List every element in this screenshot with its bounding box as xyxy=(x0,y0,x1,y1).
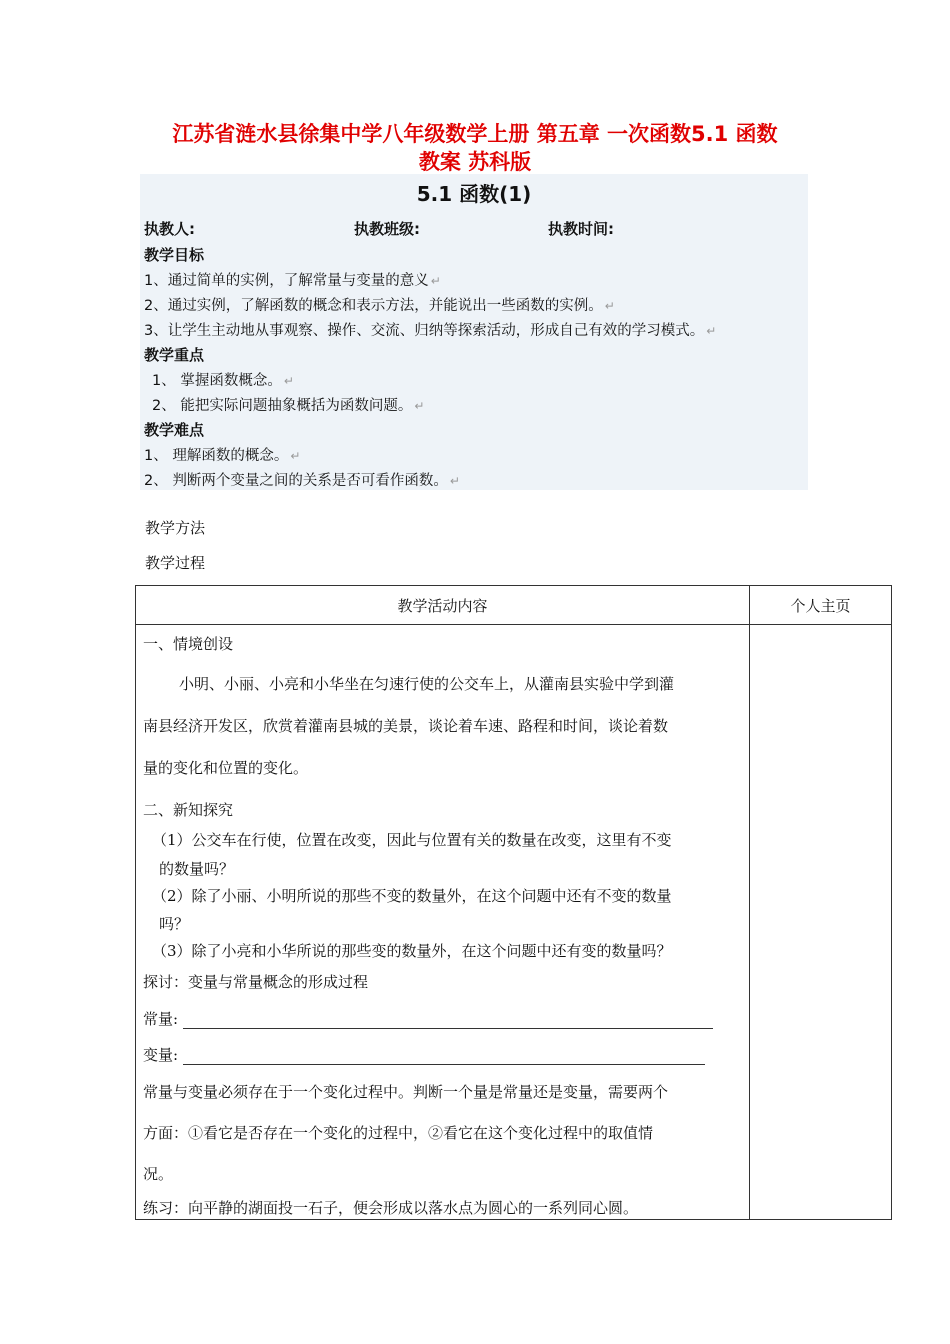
constant-answer-blank[interactable] xyxy=(183,1012,713,1029)
goal-item: 1、通过简单的实例，了解常量与变量的意义 ↵ xyxy=(144,273,441,289)
activity-column-header: 教学活动内容 xyxy=(136,586,750,625)
question-line: 的数量吗？ xyxy=(159,860,235,878)
variable-fill-line xyxy=(143,1044,705,1065)
time-label: 执教时间: xyxy=(548,220,614,238)
section-heading: 一、情境创设 xyxy=(143,635,234,653)
teaching-method-label: 教学方法 xyxy=(145,519,206,537)
section-heading: 二、新知探究 xyxy=(143,801,234,819)
question-line: （2）除了小丽、小明所说的那些不变的数量外，在这个问题中还有不变的数量 xyxy=(152,887,672,905)
scene-paragraph-line: 小明、小丽、小亮和小华坐在匀速行使的公交车上，从灌南县实验中学到灌 xyxy=(179,675,675,693)
scene-paragraph-line: 量的变化和位置的变化。 xyxy=(143,759,309,777)
exercise-line: 练习：向平静的湖面投一石子，便会形成以落水点为圆心的一系列同心圆。 xyxy=(143,1199,639,1217)
key-point-item: 1、 掌握函数概念。 ↵ xyxy=(152,373,294,389)
key-point-item: 2、 能把实际问题抽象概括为函数问题。 ↵ xyxy=(152,398,425,414)
goal-item: 3、让学生主动地从事观察、操作、交流、归纳等探索活动，形成自己有效的学习模式。 ↵ xyxy=(144,323,717,339)
question-line: （1）公交车在行使，位置在改变，因此与位置有关的数量在改变，这里有不变 xyxy=(152,831,672,849)
scene-paragraph-line: 南县经济开发区，欣赏着灌南县城的美景，谈论着车速、路程和时间，谈论着数 xyxy=(143,717,669,735)
homepage-column-header: 个人主页 xyxy=(750,586,892,625)
teaching-process-label: 教学过程 xyxy=(145,554,206,572)
document-title-line-2: 教案 苏科版 xyxy=(418,150,532,174)
variable-label: 变量: xyxy=(143,1046,179,1064)
personal-homepage-cell xyxy=(750,625,892,1220)
goals-heading: 教学目标 xyxy=(144,246,205,264)
question-line: （3）除了小亮和小华所说的那些变的数量外，在这个问题中还有变的数量吗？ xyxy=(152,942,672,960)
difficulty-item: 1、 理解函数的概念。 ↵ xyxy=(144,448,301,464)
activity-content-cell xyxy=(136,625,750,1220)
key-points-heading: 教学重点 xyxy=(144,346,205,364)
note-paragraph-line: 况。 xyxy=(143,1165,174,1183)
constant-fill-line xyxy=(143,1008,713,1029)
lesson-process-table xyxy=(135,585,892,1220)
constant-label: 常量: xyxy=(143,1010,179,1028)
lesson-info-panel xyxy=(140,174,808,490)
goal-item: 2、通过实例，了解函数的概念和表示方法，并能说出一些函数的实例。 ↵ xyxy=(144,298,615,314)
note-paragraph-line: 方面：①看它是否存在一个变化的过程中，②看它在这个变化过程中的取值情 xyxy=(143,1124,654,1142)
teacher-label: 执教人: xyxy=(144,220,195,238)
variable-answer-blank[interactable] xyxy=(183,1048,705,1065)
class-label: 执教班级: xyxy=(354,220,420,238)
question-line: 吗？ xyxy=(159,915,190,933)
note-paragraph-line: 常量与变量必须存在于一个变化过程中。判断一个量是常量还是变量，需要两个 xyxy=(143,1083,669,1101)
lesson-title: 5.1 函数(1) xyxy=(416,182,532,206)
difficulty-item: 2、 判断两个变量之间的关系是否可看作函数。 ↵ xyxy=(144,473,460,489)
difficulties-heading: 教学难点 xyxy=(144,421,205,439)
discussion-line: 探讨：变量与常量概念的形成过程 xyxy=(143,973,369,991)
document-title-line-1: 江苏省涟水县徐集中学八年级数学上册 第五章 一次函数5.1 函数 xyxy=(172,122,778,146)
document-title xyxy=(130,120,820,176)
